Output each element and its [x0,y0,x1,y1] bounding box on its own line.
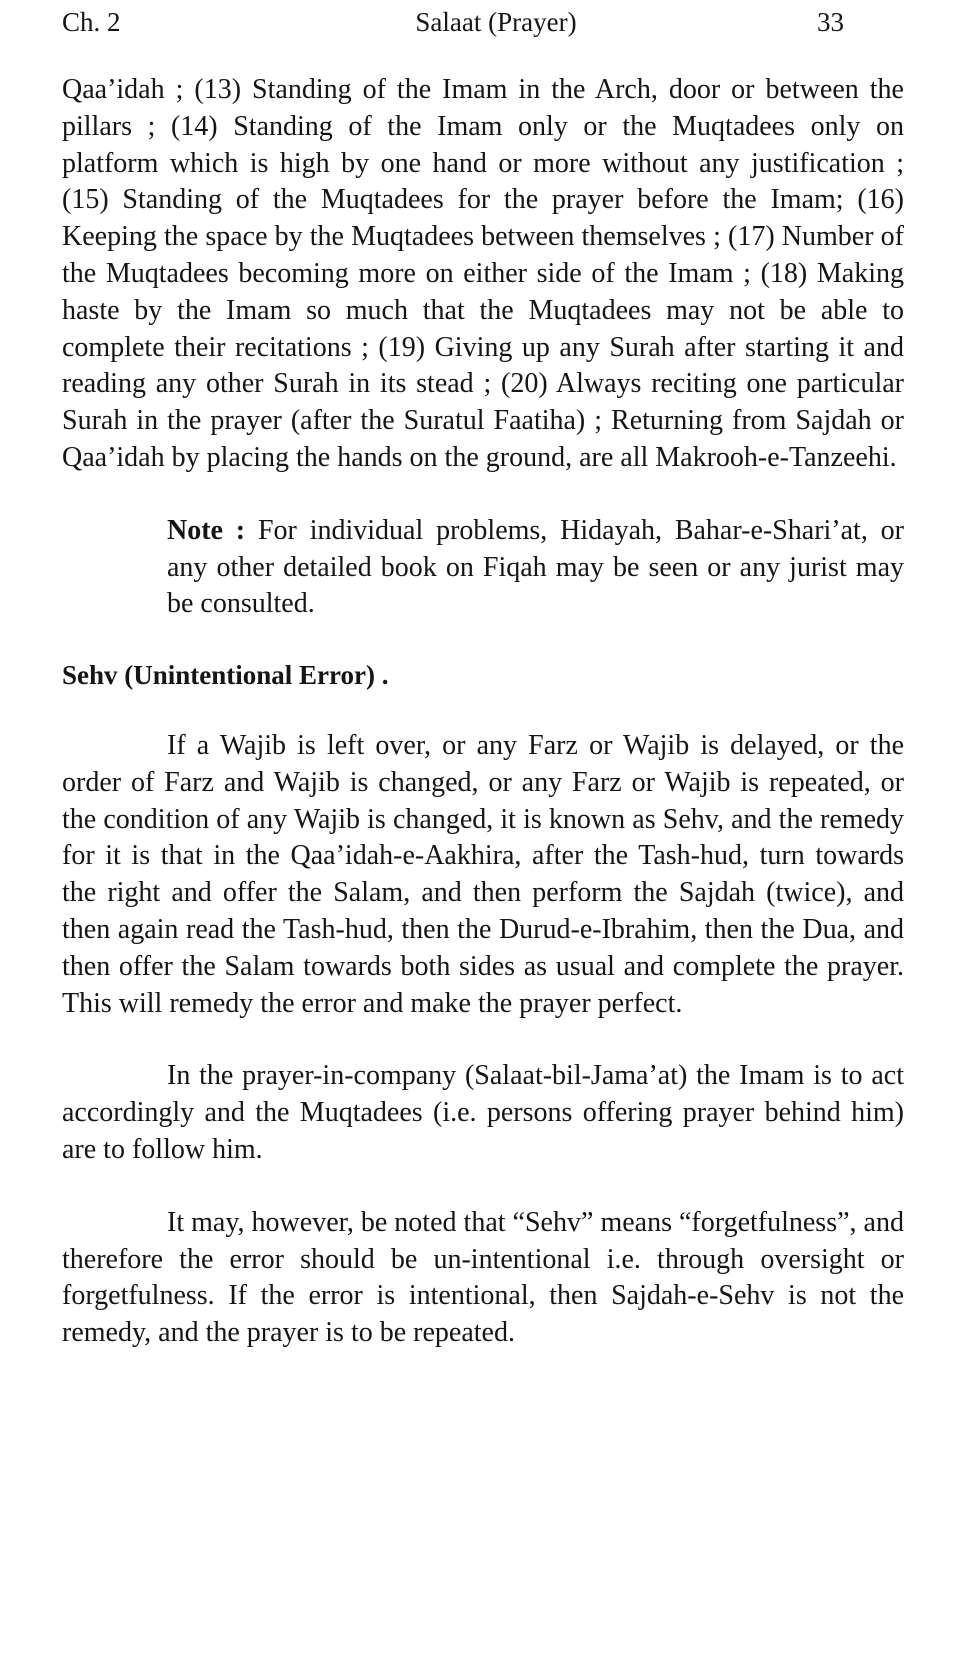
note-block [167,513,904,623]
chapter-label: Ch. 2 [62,7,121,37]
note-label: Note : [167,514,246,546]
paragraph-makrooh-list: Qaa’idah ; (13) Standing of the Imam in the Arch, door or between the pillars ; (14) Standing of the Imam only or the Muqtadees only on platform which is high by one hand or more without any justification ; (15) Standing of the Muqtadees for the prayer before the Imam; (16) Keeping the space by the Muqtadees between themselves ; (17) Number of the Muqtadees becoming more on either side of the Imam ; (18) Making haste by the Imam so much that the Muqtadees may not be able to complete their recitations ; (19) Giving up any Surah after starting it and reading any other Surah in its stead ; (20) Always reciting one particular Surah in the prayer (after the Suratul Faatiha) ; Returning from Sajdah or Qaa’idah by placing the hands on the ground, are all Makrooh-e-Tanzeehi. [62,74,904,473]
paragraph-sehv-definition: If a Wajib is left over, or any Farz or Wajib is delayed, or the order of Farz and Wajib is changed, or any Farz or Wajib is repeated, or the condition of any Wajib is changed, it is known as Sehv, and the remedy for it is that in the Qaa’idah-e-Aakhira, after the Tash-hud, turn towards the right and offer the Salam, and then perform the Sajdah (twice), and then again read the Tash-hud, then the Durud-e-Ibrahim, then the Dua, and then offer the Salam towards both sides as usual and complete the prayer. This will remedy the error and make the prayer perfect. [62,729,904,1019]
page-title: Salaat (Prayer) [415,7,577,37]
note-text: For individual problems, Hidayah, Bahar-e-Shari’at, or any other detailed book on Fiqah may be seen or any jurist may be consulted. [167,514,904,620]
paragraph-intentional-error: It may, however, be noted that “Sehv” means “forgetfulness”, and therefore the error should be un-intentional i.e. through oversight or forgetfulness. If the error is intentional, then Sajdah-e-Sehv is not the remedy, and the prayer is to be repeated. [62,1206,904,1349]
paragraph-congregation: In the prayer-in-company (Salaat-bil-Jama’at) the Imam is to act accordingly and the Muqtadees (i.e. persons offering prayer behind him) are to follow him. [62,1060,904,1165]
page-number: 33 [817,7,844,37]
section-heading: Sehv (Unintentional Error) . [62,660,389,691]
running-header [62,2,902,42]
body-text [62,72,904,1352]
